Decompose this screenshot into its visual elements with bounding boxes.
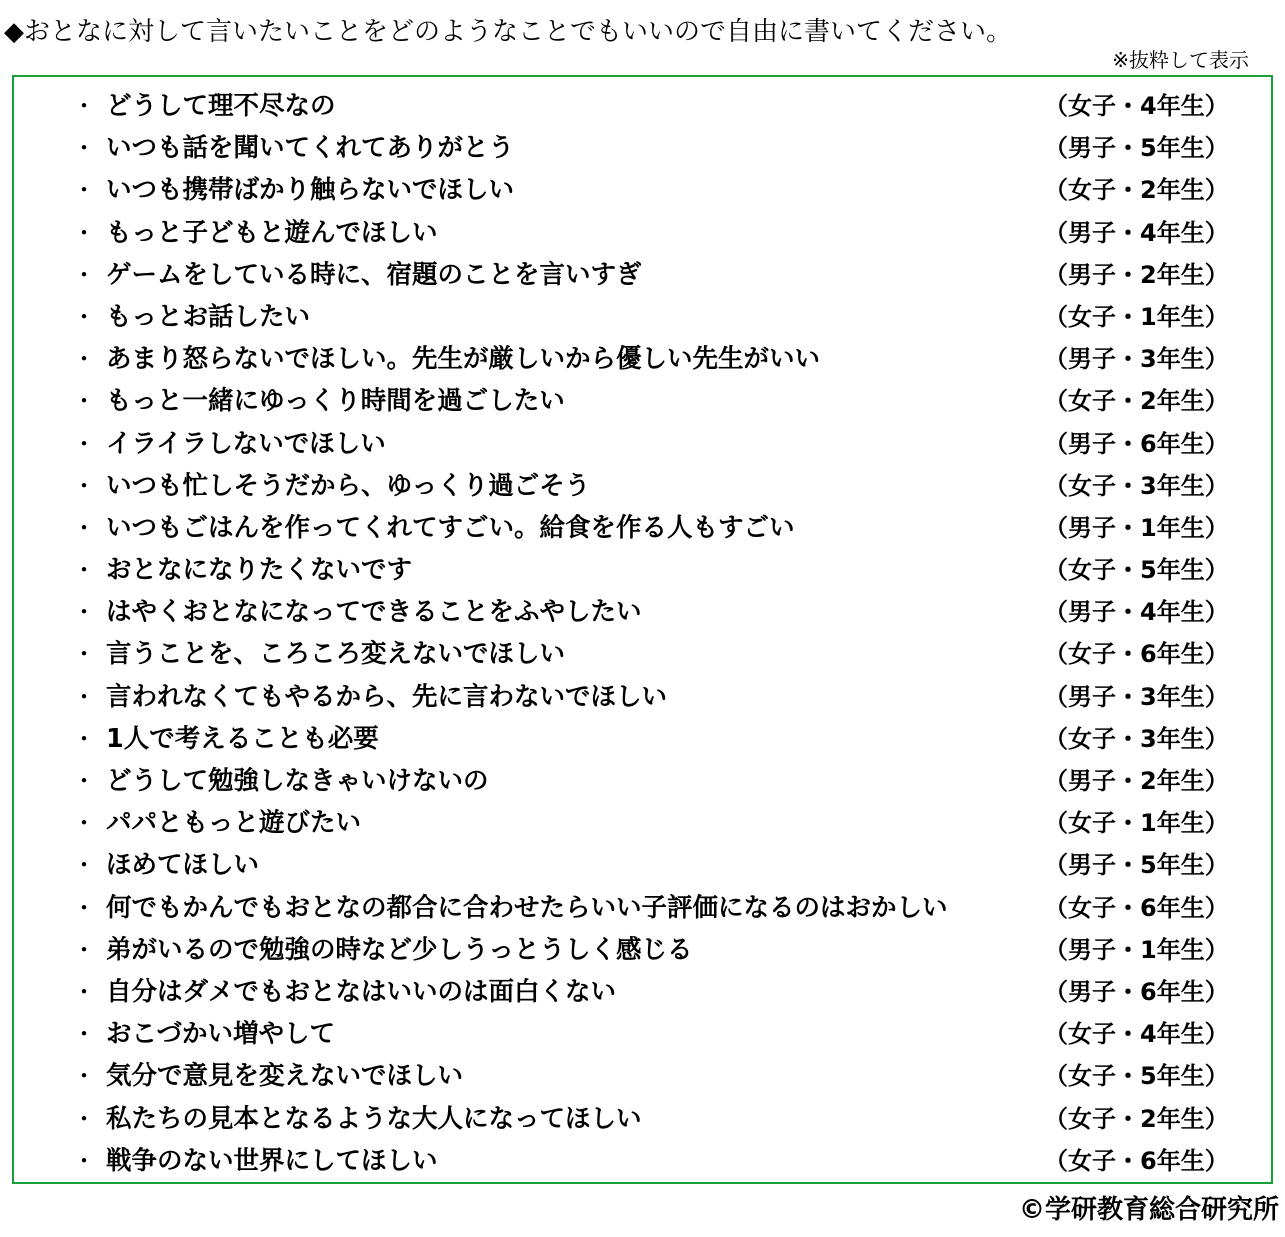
excerpt-note: ※抜粋して表示 bbox=[1112, 48, 1249, 72]
respondent-label: （女子・5年生） bbox=[1044, 556, 1229, 585]
bullet-mark: ・ bbox=[72, 724, 96, 753]
list-item bbox=[14, 971, 1271, 1013]
response-text: 私たちの見本となるような大人になってほしい bbox=[106, 1103, 642, 1134]
list-item bbox=[14, 338, 1271, 380]
respondent-label: （男子・6年生） bbox=[1044, 429, 1229, 458]
bullet-mark: ・ bbox=[72, 640, 96, 669]
response-text: いつも携帯ばかり触らないでほしい bbox=[106, 175, 515, 206]
response-text: ほめてほしい bbox=[106, 850, 260, 881]
respondent-label: （女子・2年生） bbox=[1044, 1104, 1229, 1133]
list-item bbox=[14, 169, 1271, 211]
bullet-mark: ・ bbox=[72, 176, 96, 205]
list-item bbox=[14, 1055, 1271, 1097]
respondent-label: （女子・6年生） bbox=[1044, 893, 1229, 922]
respondent-label: （女子・5年生） bbox=[1044, 1062, 1229, 1091]
list-item bbox=[14, 760, 1271, 802]
list-item bbox=[14, 380, 1271, 422]
response-text: 1人で考えることも必要 bbox=[106, 723, 379, 754]
list-item bbox=[14, 507, 1271, 549]
respondent-label: （女子・6年生） bbox=[1044, 1146, 1229, 1175]
bullet-mark: ・ bbox=[72, 682, 96, 711]
list-item bbox=[14, 591, 1271, 633]
bullet-mark: ・ bbox=[72, 513, 96, 542]
list-item bbox=[14, 844, 1271, 886]
list-item bbox=[14, 212, 1271, 254]
response-text: いつもごはんを作ってくれてすごい。給食を作る人もすごい bbox=[106, 512, 795, 543]
list-item bbox=[14, 802, 1271, 844]
response-text: もっとお話したい bbox=[106, 301, 311, 332]
list-item bbox=[14, 85, 1271, 127]
respondent-label: （女子・2年生） bbox=[1044, 176, 1229, 205]
list-item bbox=[14, 887, 1271, 929]
bullet-mark: ・ bbox=[72, 977, 96, 1006]
list-item bbox=[14, 929, 1271, 971]
bullet-mark: ・ bbox=[72, 809, 96, 838]
response-text: 何でもかんでもおとなの都合に合わせたらいい子評価になるのはおかしい bbox=[106, 892, 948, 923]
bullet-mark: ・ bbox=[72, 471, 96, 500]
response-text: おこづかい増やして bbox=[106, 1019, 335, 1050]
response-text: どうして勉強しなきゃいけないの bbox=[106, 766, 489, 796]
response-text: もっと一緒にゆっくり時間を過ごしたい bbox=[106, 386, 565, 417]
response-text: もっと子どもと遊んでほしい bbox=[106, 217, 438, 248]
bullet-mark: ・ bbox=[72, 893, 96, 922]
respondent-label: （女子・2年生） bbox=[1044, 387, 1229, 416]
respondent-label: （男子・4年生） bbox=[1044, 598, 1229, 627]
bullet-mark: ・ bbox=[72, 1104, 96, 1133]
bullet-mark: ・ bbox=[72, 387, 96, 416]
response-text: 戦争のない世界にしてほしい bbox=[106, 1145, 438, 1176]
respondent-label: （女子・6年生） bbox=[1044, 640, 1229, 669]
bullet-mark: ・ bbox=[72, 851, 96, 880]
response-text: パパともっと遊びたい bbox=[106, 808, 362, 839]
list-item bbox=[14, 127, 1271, 169]
response-text: 自分はダメでもおとなはいいのは面白くない bbox=[106, 976, 617, 1007]
response-text: ゲームをしている時に、宿題のことを言いすぎ bbox=[106, 259, 642, 290]
respondent-label: （女子・4年生） bbox=[1044, 92, 1229, 120]
list-item bbox=[14, 1098, 1271, 1140]
response-text: はやくおとなになってできることをふやしたい bbox=[106, 597, 642, 628]
respondent-label: （女子・3年生） bbox=[1044, 724, 1229, 753]
responses-box bbox=[12, 75, 1273, 1184]
respondent-label: （男子・6年生） bbox=[1044, 977, 1229, 1006]
respondent-label: （男子・2年生） bbox=[1044, 767, 1229, 795]
list-item bbox=[14, 633, 1271, 675]
list-item bbox=[14, 676, 1271, 718]
list-item bbox=[14, 549, 1271, 591]
copyright-label: ©学研教育総合研究所 bbox=[1018, 1195, 1279, 1225]
bullet-mark: ・ bbox=[72, 1146, 96, 1175]
list-item bbox=[14, 465, 1271, 507]
bullet-mark: ・ bbox=[72, 92, 96, 120]
respondent-label: （女子・4年生） bbox=[1044, 1020, 1229, 1049]
respondent-label: （男子・5年生） bbox=[1044, 851, 1229, 880]
respondent-label: （女子・1年生） bbox=[1044, 809, 1229, 838]
respondent-label: （男子・1年生） bbox=[1044, 935, 1229, 964]
response-text: イライラしないでほしい bbox=[106, 428, 386, 459]
respondent-label: （男子・5年生） bbox=[1044, 134, 1229, 163]
response-text: 言うことを、ころころ変えないでほしい bbox=[106, 639, 566, 670]
page-heading: ◆おとなに対して言いたいことをどのようなことでもいいので自由に書いてください。 bbox=[4, 17, 1012, 47]
respondent-label: （男子・1年生） bbox=[1044, 513, 1229, 542]
bullet-mark: ・ bbox=[72, 556, 96, 585]
response-text: いつも忙しそうだから、ゆっくり過ごそう bbox=[106, 470, 591, 501]
bullet-mark: ・ bbox=[72, 302, 96, 331]
list-item bbox=[14, 1013, 1271, 1055]
bullet-mark: ・ bbox=[72, 218, 96, 247]
response-text: どうして理不尽なの bbox=[106, 91, 336, 121]
respondent-label: （男子・3年生） bbox=[1044, 682, 1229, 711]
response-text: あまり怒らないでほしい。先生が厳しいから優しい先生がいい bbox=[106, 344, 821, 375]
list-item bbox=[14, 423, 1271, 465]
respondent-label: （男子・4年生） bbox=[1044, 218, 1229, 247]
response-list bbox=[14, 85, 1271, 1182]
bullet-mark: ・ bbox=[72, 429, 96, 458]
response-text: 弟がいるので勉強の時など少しうっとうしく感じる bbox=[106, 934, 693, 965]
bullet-mark: ・ bbox=[72, 935, 96, 964]
list-item bbox=[14, 1140, 1271, 1182]
response-text: 言われなくてもやるから、先に言わないでほしい bbox=[106, 681, 668, 712]
bullet-mark: ・ bbox=[72, 1020, 96, 1049]
list-item bbox=[14, 718, 1271, 760]
respondent-label: （女子・3年生） bbox=[1044, 471, 1229, 500]
respondent-label: （女子・1年生） bbox=[1044, 302, 1229, 331]
bullet-mark: ・ bbox=[72, 345, 96, 374]
list-item bbox=[14, 296, 1271, 338]
response-text: いつも話を聞いてくれてありがとう bbox=[106, 133, 515, 164]
bullet-mark: ・ bbox=[72, 598, 96, 627]
bullet-mark: ・ bbox=[72, 767, 96, 795]
list-item bbox=[14, 254, 1271, 296]
bullet-mark: ・ bbox=[72, 134, 96, 163]
response-text: おとなになりたくないです bbox=[106, 555, 413, 586]
bullet-mark: ・ bbox=[72, 260, 96, 289]
respondent-label: （男子・3年生） bbox=[1044, 345, 1229, 374]
response-text: 気分で意見を変えないでほしい bbox=[106, 1061, 464, 1092]
bullet-mark: ・ bbox=[72, 1062, 96, 1091]
respondent-label: （男子・2年生） bbox=[1044, 260, 1229, 289]
